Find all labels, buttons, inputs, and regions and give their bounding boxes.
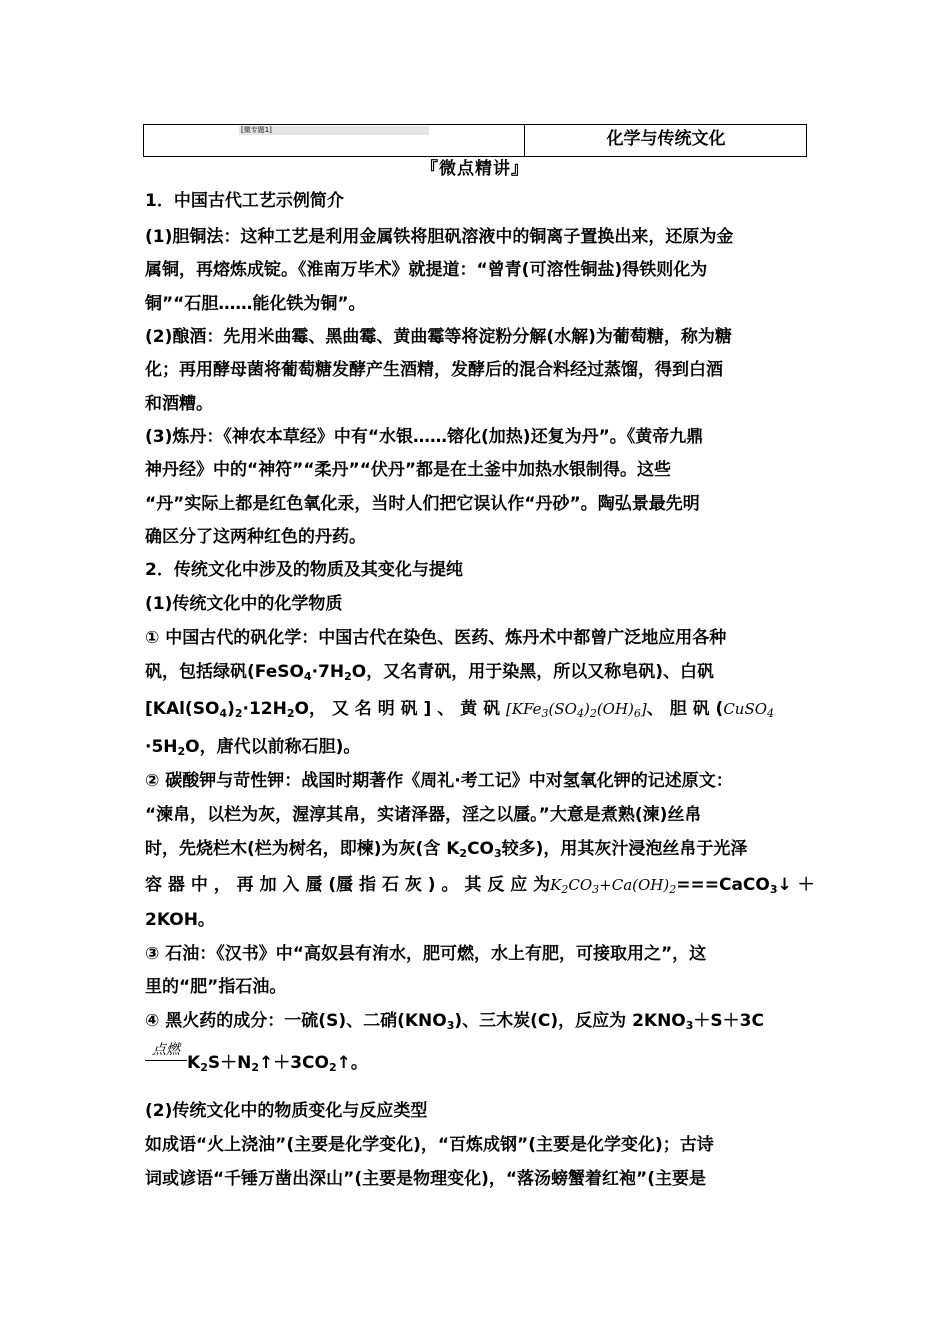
subheading: (2)传统文化中的物质变化与反应类型 xyxy=(145,1101,428,1121)
para-line: ② 碳酸钾与苛性钾：战国时期著作《周礼·考工记》中对氢氧化钾的记述原文： xyxy=(145,771,733,791)
page-title: 化学与传统文化 xyxy=(606,129,726,149)
para-line: (3)炼丹：《神农本草经》中有“水银……镕化(加热)还复为丹”。《黄帝九鼎 xyxy=(145,427,704,447)
header-left-cell xyxy=(144,125,525,156)
para-line: “丹”实际上都是红色氧化汞，当时人们把它误认作“丹砂”。陶弘景最先明 xyxy=(145,494,700,514)
section-title: 『微点精讲』 xyxy=(421,159,529,179)
para-line: ④ 黑火药的成分：一硫(S)、二硝$(KNO_3)$、三木炭(C)，反应为 $2KNO_3+S+3C$ xyxy=(145,1011,764,1032)
para-line: $K_2S+N_2↑+3CO_2↑$。 xyxy=(187,1053,368,1074)
para-line: 2KOH。 xyxy=(145,910,215,930)
para-line: 化；再用酵母菌将葡萄糖发酵产生酒精，发酵后的混合料经过蒸馏，得到白酒 xyxy=(145,360,723,380)
para-line: 里的“肥”指石油。 xyxy=(145,977,287,997)
para-line: 容 器 中 ， 再 加 入 蜃 (蜃 指 石 灰 ) 。 其 反 应 为$K_2CO_3+Ca(OH)_2===CaCO_3↓$ ＋ xyxy=(145,875,815,896)
formula-cuso4: CuSO$_4$ xyxy=(723,700,775,720)
para-line: 铜”“石胆……能化铁为铜”。 xyxy=(145,294,366,314)
para-line: 如成语“火上浇油”(主要是化学变化)，“百炼成钢”(主要是化学变化)；古诗 xyxy=(145,1135,714,1155)
para-line: $\cdot 5H_2O$，唐代以前称石胆)。 xyxy=(145,737,361,758)
para-line: (1)胆铜法：这种工艺是利用金属铁将胆矾溶液中的铜离子置换出来，还原为金 xyxy=(145,227,734,247)
para-line: ① 中国古代的矾化学：中国古代在染色、医药、炼丹术中都曾广泛地应用各种 xyxy=(145,628,727,648)
para-line: “湅帛，以栏为灰，渥淳其帛，实诸泽器，淫之以蜃。”大意是煮熟(湅)丝帛 xyxy=(145,805,702,825)
para-line: 词或谚语“千锤万凿出深山”(主要是物理变化)，“落汤螃蟹着红袍”(主要是 xyxy=(145,1169,706,1189)
formula-k2co3: $K_2CO_3+Ca(OH)_2$ xyxy=(550,876,677,896)
para-line: 属铜，再熔炼成锭。《淮南万毕术》就提道：“曾青(可溶性铜盐)得铁则化为 xyxy=(145,260,708,280)
para-line: 和酒糟。 xyxy=(145,394,213,414)
para-line: [$KAl(SO_4)_2\cdot 12H_2O$， 又 名 明 矾 ] 、 黄 矾 $[KFe_3(SO_4)_2(OH)_6]$、 胆 矾 (CuSO$_4$ xyxy=(145,699,775,720)
para-line: 时，先烧栏木(栏为树名，即楝)为灰(含 $K_2CO_3$较多)，用其灰汁浸泡丝帛于光泽 xyxy=(145,839,748,860)
heading-1: 1．中国古代工艺示例简介 xyxy=(145,191,344,211)
para-line: 确区分了这两种红色的丹药。 xyxy=(145,527,366,547)
para-line: ③ 石油：《汉书》中“高奴县有洧水，肥可燃，水上有肥，可接取用之”，这 xyxy=(145,944,707,964)
para-line: 神丹经》中的“神符”“柔丹”“伏丹”都是在土釜中加热水银制得。这些 xyxy=(145,460,672,480)
header-table xyxy=(143,124,807,157)
header-tag: [微专题1] xyxy=(239,126,429,135)
subheading: (1)传统文化中的化学物质 xyxy=(145,594,343,614)
para-line: 矾，包括绿矾($FeSO_4\cdot 7H_2O$，又名青矾，用于染黑，所以又称皂矾)、白矾 xyxy=(145,662,714,683)
reaction-condition: 点燃 xyxy=(145,1040,187,1061)
para-line: (2)酿酒：先用米曲霉、黑曲霉、黄曲霉等将淀粉分解(水解)为葡萄糖，称为糖 xyxy=(145,327,732,347)
heading-2: 2．传统文化中涉及的物质及其变化与提纯 xyxy=(145,560,463,580)
formula-kfe: $[KFe_3(SO_4)_2(OH)_6]$ xyxy=(506,700,647,720)
